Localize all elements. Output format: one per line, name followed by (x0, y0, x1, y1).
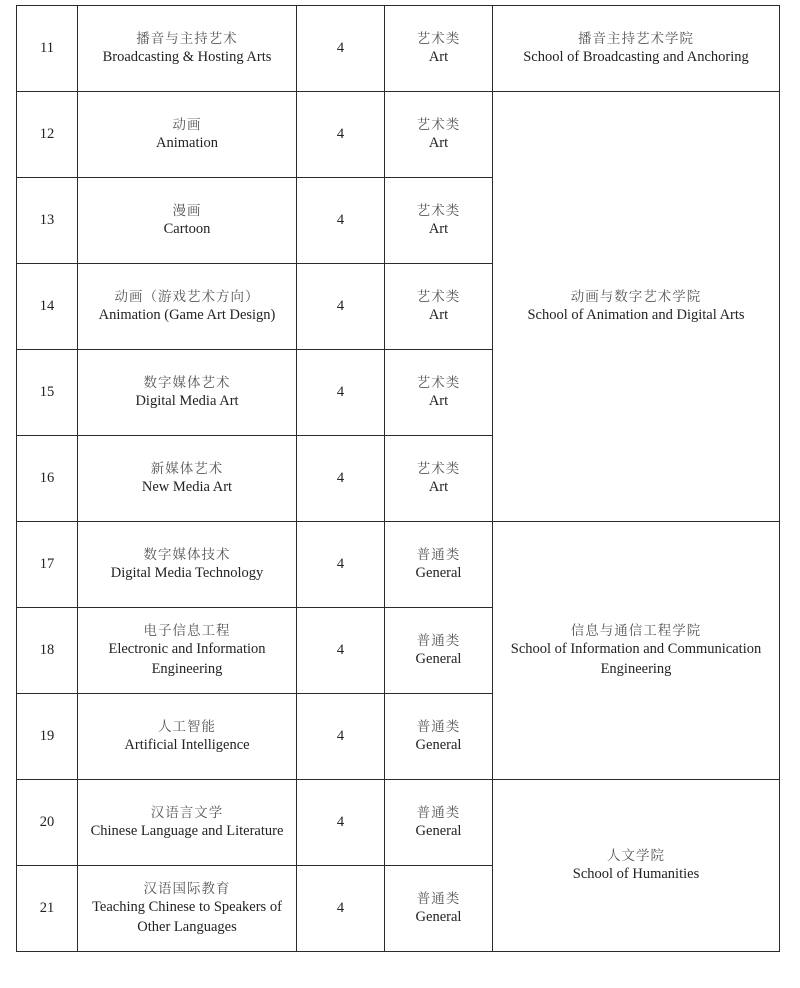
major-name-en: Animation (155, 134, 219, 151)
category-cell (385, 608, 493, 694)
school-name-en: School of Broadcasting and Anchoring (523, 48, 749, 65)
table-row (17, 6, 780, 92)
category-zh: 艺术类 (416, 288, 461, 305)
row-number: 19 (17, 694, 78, 780)
category-zh: 艺术类 (416, 30, 461, 47)
table-row (17, 92, 780, 178)
major-name-zh: 汉语言文学 (150, 804, 224, 821)
school-name-zh: 动画与数字艺术学院 (570, 288, 702, 305)
row-number: 14 (17, 264, 78, 350)
category-en: Art (428, 48, 449, 65)
category-en: Art (428, 306, 449, 323)
duration-cell: 4 (297, 694, 385, 780)
category-cell (385, 92, 493, 178)
school-cell (493, 522, 780, 780)
major-name-en: New Media Art (141, 478, 233, 495)
school-name-zh: 人文学院 (607, 847, 665, 864)
majors-table (16, 5, 780, 952)
category-en: General (415, 822, 462, 839)
major-name-zh: 电子信息工程 (143, 622, 231, 639)
major-cell (78, 780, 297, 866)
major-name-en: Digital Media Art (135, 392, 239, 409)
duration-cell: 4 (297, 6, 385, 92)
major-cell (78, 350, 297, 436)
major-name-en: Teaching Chinese to Speakers of Other Languages (92, 899, 282, 935)
major-cell (78, 436, 297, 522)
category-en: Art (428, 134, 449, 151)
school-name-zh: 信息与通信工程学院 (570, 622, 702, 639)
major-name-en: Digital Media Technology (110, 564, 264, 581)
duration-cell: 4 (297, 264, 385, 350)
school-cell (493, 92, 780, 522)
category-cell (385, 694, 493, 780)
row-number: 11 (17, 6, 78, 92)
category-cell (385, 178, 493, 264)
category-cell (385, 866, 493, 952)
school-name-zh: 播音主持艺术学院 (578, 30, 694, 47)
row-number: 18 (17, 608, 78, 694)
major-name-en: Broadcasting & Hosting Arts (102, 48, 272, 65)
major-cell (78, 264, 297, 350)
major-cell (78, 694, 297, 780)
major-name-zh: 新媒体艺术 (150, 460, 224, 477)
row-number: 21 (17, 866, 78, 952)
major-name-zh: 汉语国际教育 (143, 880, 231, 897)
row-number: 15 (17, 350, 78, 436)
duration-cell: 4 (297, 522, 385, 608)
major-name-zh: 动画（游戏艺术方向） (114, 288, 260, 305)
category-en: General (415, 908, 462, 925)
major-name-en: Cartoon (163, 220, 211, 237)
category-en: Art (428, 478, 449, 495)
category-zh: 艺术类 (416, 202, 461, 219)
school-name-en: School of Information and Communication Engineering (510, 641, 762, 677)
category-cell (385, 350, 493, 436)
major-name-zh: 漫画 (172, 202, 202, 219)
duration-cell: 4 (297, 608, 385, 694)
duration-cell: 4 (297, 92, 385, 178)
category-cell (385, 436, 493, 522)
major-name-en: Animation (Game Art Design) (98, 306, 276, 323)
duration-cell: 4 (297, 350, 385, 436)
major-cell (78, 92, 297, 178)
major-name-zh: 人工智能 (158, 718, 216, 735)
major-cell (78, 522, 297, 608)
school-cell (493, 780, 780, 952)
table-row (17, 522, 780, 608)
category-zh: 普通类 (416, 718, 461, 735)
category-zh: 普通类 (416, 804, 461, 821)
category-zh: 艺术类 (416, 374, 461, 391)
row-number: 16 (17, 436, 78, 522)
category-zh: 普通类 (416, 632, 461, 649)
table-row (17, 780, 780, 866)
major-name-zh: 数字媒体技术 (143, 546, 231, 563)
category-cell (385, 6, 493, 92)
category-zh: 艺术类 (416, 460, 461, 477)
major-cell (78, 6, 297, 92)
school-name-en: School of Animation and Digital Arts (527, 306, 745, 323)
category-en: General (415, 736, 462, 753)
category-zh: 普通类 (416, 890, 461, 907)
category-en: Art (428, 220, 449, 237)
row-number: 13 (17, 178, 78, 264)
category-cell (385, 264, 493, 350)
major-cell (78, 608, 297, 694)
major-cell (78, 178, 297, 264)
duration-cell: 4 (297, 178, 385, 264)
category-en: General (415, 650, 462, 667)
category-zh: 艺术类 (416, 116, 461, 133)
school-cell (493, 6, 780, 92)
major-name-zh: 播音与主持艺术 (136, 30, 238, 47)
category-cell (385, 780, 493, 866)
major-name-en: Chinese Language and Literature (90, 822, 284, 839)
row-number: 20 (17, 780, 78, 866)
category-zh: 普通类 (416, 546, 461, 563)
row-number: 17 (17, 522, 78, 608)
category-en: General (415, 564, 462, 581)
school-name-en: School of Humanities (572, 865, 700, 882)
duration-cell: 4 (297, 866, 385, 952)
category-en: Art (428, 392, 449, 409)
major-cell (78, 866, 297, 952)
row-number: 12 (17, 92, 78, 178)
major-name-zh: 数字媒体艺术 (143, 374, 231, 391)
duration-cell: 4 (297, 436, 385, 522)
duration-cell: 4 (297, 780, 385, 866)
major-name-zh: 动画 (172, 116, 202, 133)
category-cell (385, 522, 493, 608)
major-name-en: Electronic and Information Engineering (108, 641, 266, 677)
major-name-en: Artificial Intelligence (124, 736, 250, 753)
